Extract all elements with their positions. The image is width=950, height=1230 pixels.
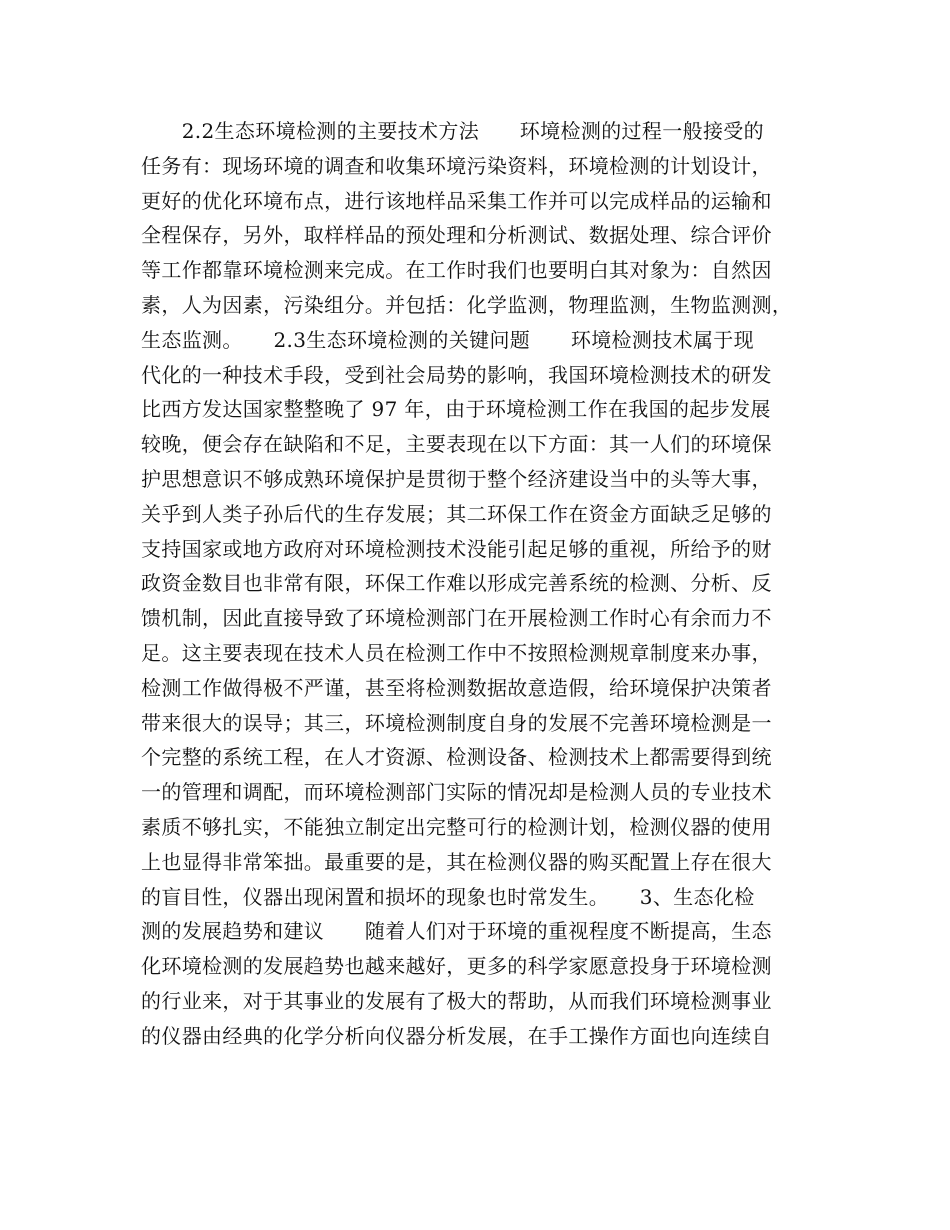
text-line: 素，人为因素，污染组分。并包括：化学监测，物理监测，生物监测测， bbox=[141, 292, 793, 317]
text-line: 的行业来，对于其事业的发展有了极大的帮助，从而我们环境检测事业 bbox=[141, 988, 772, 1013]
text-line: 测的发展趋势和建议 随着人们对于环境的重视程度不断提高，生态 bbox=[141, 919, 772, 944]
text-line: 政资金数目也非常有限，环保工作难以形成完善系统的检测、分析、反 bbox=[141, 571, 772, 596]
text-line: 的盲目性，仪器出现闲置和损坏的现象也时常发生。 3、生态化检 bbox=[141, 884, 755, 909]
text-line: 的仪器由经典的化学分析向仪器分析发展，在手工操作方面也向连续自 bbox=[141, 1023, 772, 1048]
text-line: 化环境检测的发展趋势也越来越好，更多的科学家愿意投身于环境检测 bbox=[141, 954, 772, 979]
text-line: 比西方发达国家整整晚了 97 年，由于环境检测工作在我国的起步发展 bbox=[141, 397, 771, 422]
text-line: 检测工作做得极不严谨，甚至将检测数据故意造假，给环境保护决策者 bbox=[141, 675, 772, 700]
text-line: 较晚，便会存在缺陷和不足，主要表现在以下方面：其一人们的环境保 bbox=[141, 432, 772, 457]
text-line: 2.2生态环境检测的主要技术方法 环境检测的过程一般接受的 bbox=[141, 119, 765, 143]
text-line: 上也显得非常笨拙。最重要的是，其在检测仪器的购买配置上存在很大 bbox=[141, 849, 772, 874]
text-line: 带来很大的误导；其三，环境检测制度自身的发展不完善环境检测是一 bbox=[141, 710, 772, 735]
text-line: 足。这主要表现在技术人员在检测工作中不按照检测规章制度来办事， bbox=[141, 640, 772, 665]
text-line: 个完整的系统工程，在人才资源、检测设备、检测技术上都需要得到统 bbox=[141, 745, 772, 770]
text-line: 关乎到人类子孙后代的生存发展；其二环保工作在资金方面缺乏足够的 bbox=[141, 501, 772, 526]
text-line: 全程保存，另外，取样样品的预处理和分析测试、数据处理、综合评价 bbox=[141, 223, 772, 248]
text-line: 素质不够扎实，不能独立制定出完整可行的检测计划，检测仪器的使用 bbox=[141, 814, 772, 839]
text-line: 任务有：现场环境的调查和收集环境污染资料，环境检测的计划设计， bbox=[141, 153, 772, 178]
text-line: 护思想意识不够成熟环境保护是贯彻于整个经济建设当中的头等大事， bbox=[141, 466, 772, 491]
text-line: 支持国家或地方政府对环境检测技术没能引起足够的重视，所给予的财 bbox=[141, 536, 772, 561]
text-line: 代化的一种技术手段，受到社会局势的影响，我国环境检测技术的研发 bbox=[141, 362, 772, 387]
text-line: 等工作都靠环境检测来完成。在工作时我们也要明白其对象为：自然因 bbox=[141, 258, 772, 283]
text-line: 一的管理和调配，而环境检测部门实际的情况却是检测人员的专业技术 bbox=[141, 780, 772, 805]
body-paragraph bbox=[141, 114, 821, 1054]
text-line: 馈机制，因此直接导致了环境检测部门在开展检测工作时心有余而力不 bbox=[141, 606, 772, 631]
text-line: 生态监测。 2.3生态环境检测的关键问题 环境检测技术属于现 bbox=[141, 327, 755, 352]
text-line: 更好的优化环境布点，进行该地样品采集工作并可以完成样品的运输和 bbox=[141, 188, 772, 213]
